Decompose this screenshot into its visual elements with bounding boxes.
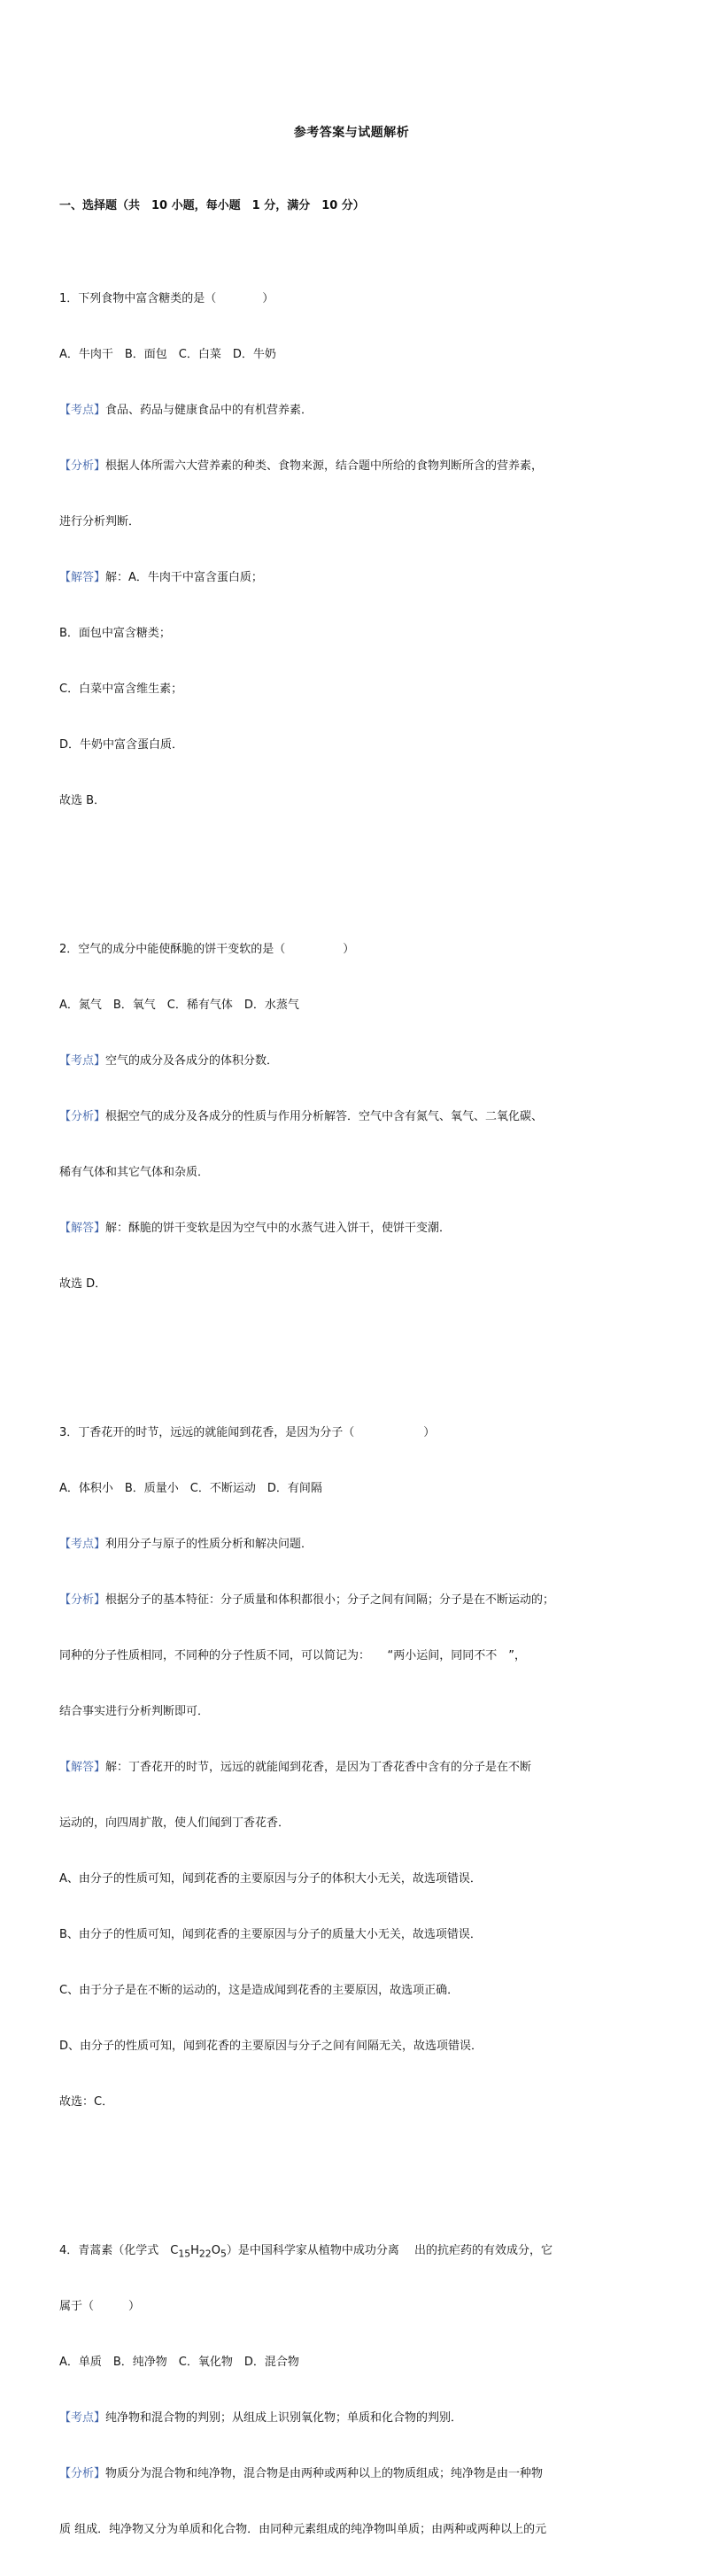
q4-fenxi-text: 物质分为混合物和纯净物，混合物是由两种或两种以上的物质组成；纯净物是由一种物 xyxy=(105,2467,544,2480)
q3-line-c: C、由于分子是在不断的运动的，这是造成闻到花香的主要原因，故选项正确． xyxy=(59,1984,460,1997)
kaodian-tag: 【考点】 xyxy=(59,2411,106,2425)
fenxi-tag: 【分析】 xyxy=(59,1110,106,1123)
q1-options: A．牛肉干 B．面包 C．白菜 D．牛奶 xyxy=(59,348,276,361)
q2-options: A．氮气 B．氧气 C．稀有气体 D．水蒸气 xyxy=(59,999,299,1012)
fenxi-tag: 【分析】 xyxy=(59,2467,106,2480)
q3-line-b: B、由分子的性质可知，闻到花香的主要原因与分子的质量大小无关，故选项错误． xyxy=(59,1928,482,1941)
kaodian-tag: 【考点】 xyxy=(59,1054,106,1068)
q4-o: O xyxy=(211,2244,220,2257)
q1-kaodian-text: 食品、药品与健康食品中的有机营养素． xyxy=(105,404,313,417)
q4-stem-cont: 属于（ ） xyxy=(59,2300,141,2313)
q4-options: A．单质 B．纯净物 C．氧化物 D．混合物 xyxy=(59,2356,299,2369)
q2-kaodian-text: 空气的成分及各成分的体积分数． xyxy=(105,1054,279,1068)
q3-fenxi xyxy=(59,1591,644,1609)
q3-jieda-text: 解：丁香花开的时节，远远的就能闻到花香，是因为丁香花香中含有的分子是在不断 xyxy=(105,1761,532,1774)
q4-sub-h: 22 xyxy=(198,2248,212,2260)
q4-sub-o: 5 xyxy=(220,2248,227,2260)
spacer xyxy=(59,847,644,866)
q2-fenxi-text: 根据空气的成分及各成分的性质与作用分析解答．空气中含有氮气、氧气、二氧化碳、 xyxy=(105,1110,544,1123)
jieda-tag: 【解答】 xyxy=(59,571,106,584)
q1-jieda-text: 解：A．牛肉干中富含蛋白质； xyxy=(105,571,263,584)
q1-fenxi xyxy=(59,457,644,475)
q1-kaodian xyxy=(59,401,644,420)
q3-fenxi-cont: 同种的分子性质相同，不同种的分子性质不同，可以简记为： “两小运间，同同不不 ”， xyxy=(59,1649,526,1662)
kaodian-tag: 【考点】 xyxy=(59,1538,106,1551)
q3-fenxi-cont-2: 结合事实进行分析判断即可． xyxy=(59,1705,210,1718)
jieda-tag: 【解答】 xyxy=(59,1222,106,1235)
fenxi-tag: 【分析】 xyxy=(59,459,106,473)
q2-jieda-text: 解：酥脆的饼干变软是因为空气中的水蒸气进入饼干，使饼干变潮． xyxy=(105,1222,452,1235)
page-title: 参考答案与试题解析 xyxy=(293,126,410,140)
q3-kaodian-text: 利用分子与原子的性质分析和解决问题． xyxy=(105,1538,313,1551)
q3-fenxi-text: 根据分子的基本特征：分子质量和体积都很小；分子之间有间隔；分子是在不断运动的； xyxy=(105,1593,555,1607)
q4-kaodian xyxy=(59,2409,644,2427)
jieda-tag: 【解答】 xyxy=(59,1761,106,1774)
q3-answer: 故选：C． xyxy=(59,2095,114,2109)
q3-options: A．体积小 B．质量小 C．不断运动 D．有间隔 xyxy=(59,1482,322,1495)
q3-line-a: A、由分子的性质可知，闻到花香的主要原因与分子的体积大小无关，故选项错误． xyxy=(59,1872,482,1886)
q3-kaodian xyxy=(59,1535,644,1554)
q1-line-b: B．面包中富含糖类； xyxy=(59,627,171,640)
spacer xyxy=(59,1330,644,1349)
spacer xyxy=(59,2148,644,2167)
q4-kaodian-text: 纯净物和混合物的判别；从组成上识别氧化物；单质和化合物的判别． xyxy=(105,2411,463,2425)
q3-line-d: D、由分子的性质可知，闻到花香的主要原因与分子之间有间隔无关，故选项错误． xyxy=(59,2040,483,2053)
q1-line-d: D．牛奶中富含蛋白质． xyxy=(59,738,184,752)
kaodian-tag: 【考点】 xyxy=(59,404,106,417)
q4-h: H xyxy=(190,2244,199,2257)
q1-jieda xyxy=(59,568,644,587)
q1-answer: 故选 B． xyxy=(59,794,106,807)
q4-stem-post: ）是中国科学家从植物中成功分离 出的抗疟药的有效成分，它 xyxy=(226,2244,552,2257)
q2-jieda xyxy=(59,1219,644,1238)
q3-stem: 3．丁香花开的时节，远远的就能闻到花香，是因为分子（ ） xyxy=(59,1426,436,1439)
q2-answer: 故选 D． xyxy=(59,1277,107,1291)
q2-kaodian xyxy=(59,1052,644,1070)
q2-fenxi xyxy=(59,1107,644,1126)
q1-fenxi-text: 根据人体所需六大营养素的种类、食物来源，结合题中所给的食物判断所含的营养素， xyxy=(105,459,544,473)
q4-fenxi-cont: 质 组成．纯净物又分为单质和化合物．由同种元素组成的纯净物叫单质；由两种或两种以上的元 xyxy=(59,2523,547,2536)
q2-fenxi-cont: 稀有气体和其它气体和杂质． xyxy=(59,1166,210,1179)
q1-stem: 1．下列食物中富含糖类的是（ ） xyxy=(59,292,274,305)
q3-jieda-cont: 运动的，向四周扩散，使人们闻到丁香花香． xyxy=(59,1816,290,1830)
q1-line-c: C．白菜中富含维生素； xyxy=(59,683,183,696)
fenxi-tag: 【分析】 xyxy=(59,1593,106,1607)
q1-fenxi-cont: 进行分析判断． xyxy=(59,515,141,528)
q4-fenxi xyxy=(59,2464,644,2483)
q4-sub-c: 15 xyxy=(178,2248,191,2260)
q4-stem-pre: 4．青蒿素（化学式 C xyxy=(59,2244,179,2257)
section-header: 一、选择题（共 10 小题，每小题 1 分，满分 10 分） xyxy=(59,199,365,212)
q4-stem xyxy=(59,2241,644,2260)
q3-jieda xyxy=(59,1758,644,1777)
q2-stem: 2．空气的成分中能使酥脆的饼干变软的是（ ） xyxy=(59,943,355,956)
answer-content xyxy=(59,159,644,2576)
